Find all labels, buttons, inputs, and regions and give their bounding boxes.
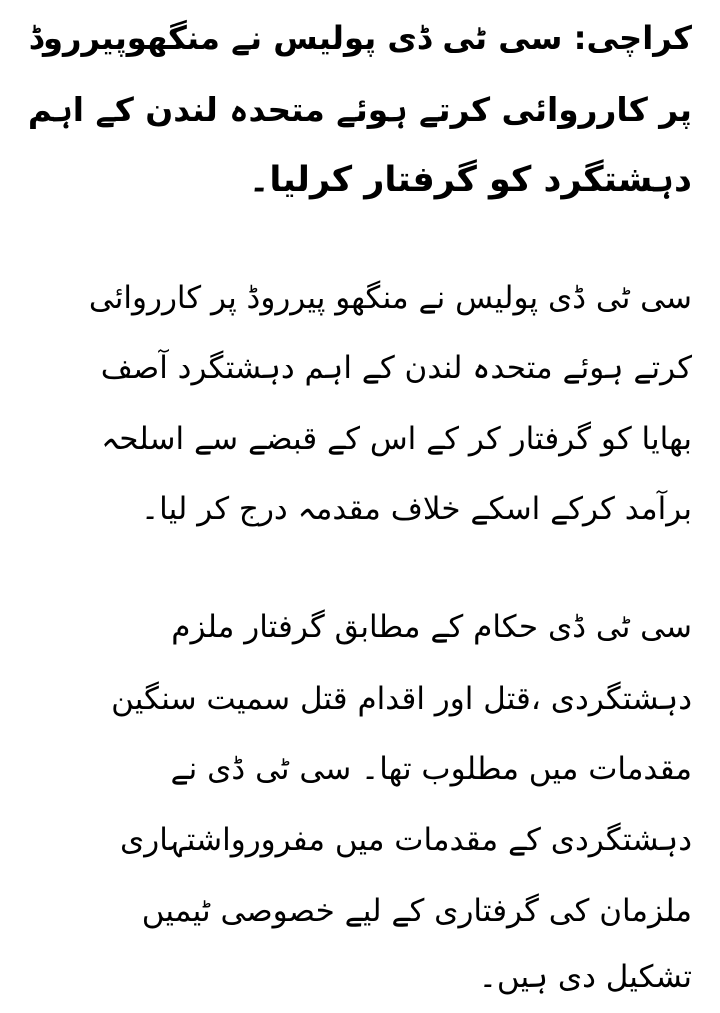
paragraph-line: دہشتگردی کے مقدمات میں مفرورواشتہاری	[119, 822, 692, 858]
paragraph-line: بھایا کو گرفتار کر کے اس کے قبضے سے اسلحہ	[101, 421, 692, 457]
paragraph-line: ملزمان کی گرفتاری کے لیے خصوصی ٹیمیں	[141, 893, 692, 929]
headline-line: پر کارروائی کرتے ہوئے متحدہ لندن کے اہم	[27, 91, 692, 129]
paragraph-line: مقدمات میں مطلوب تھا۔ سی ٹی ڈی نے	[170, 751, 692, 787]
paragraph-line: برآمد کرکے اسکے خلاف مقدمہ درج کر لیا۔	[140, 491, 692, 527]
paragraph-line: سی ٹی ڈی پولیس نے منگھو پیرروڈ پر کارروائی	[88, 280, 692, 316]
headline-line: دہشتگرد کو گرفتار کرلیا۔	[248, 160, 692, 200]
paragraph-line: سی ٹی ڈی حکام کے مطابق گرفتار ملزم	[171, 609, 692, 645]
paragraph-line: دہشتگردی ،قتل اور اقدام قتل سمیت سنگین	[111, 681, 692, 717]
headline-line: کراچی: سی ٹی ڈی پولیس نے منگھوپیرروڈ	[28, 19, 692, 57]
paragraph-line: تشکیل دی ہیں۔	[478, 959, 692, 995]
paragraph-line: کرتے ہوئے متحدہ لندن کے اہم دہشتگرد آصف	[100, 350, 692, 386]
